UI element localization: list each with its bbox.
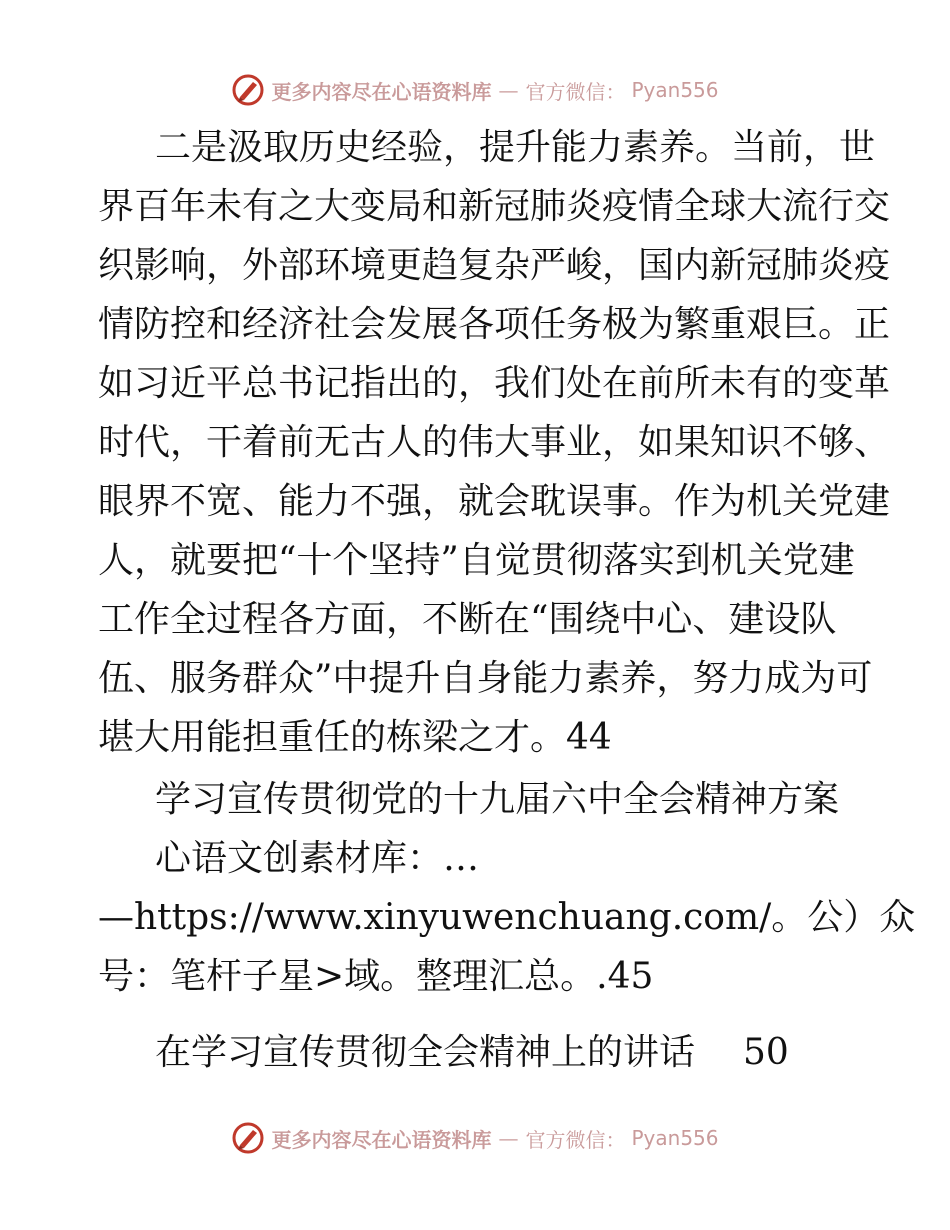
header-banner <box>0 70 950 110</box>
footer-banner <box>0 1118 950 1158</box>
body-line: 伍、服务群众”中提升自身能力素养，努力成为可 <box>98 658 873 699</box>
body-line: 如习近平总书记指出的，我们处在前所未有的变革 <box>98 363 891 404</box>
body-line: 眼界不宽、能力不强，就会耽误事。作为机关党建 <box>98 481 891 522</box>
toc-item-url <box>98 888 915 947</box>
body-line: 情防控和经济社会发展各项任务极为繁重艰巨。正 <box>98 304 891 345</box>
body-line: 二是汲取历史经验，提升能力素养。当前，世 <box>155 127 876 168</box>
toc-item-title: 在学习宣传贯彻全会精神上的讲话 <box>155 1032 696 1073</box>
body-line: 时代，干着前无古人的伟大事业，如果知识不够、 <box>98 422 891 463</box>
body-paragraph <box>98 118 890 767</box>
banner-account: Pyan556 <box>631 1126 719 1150</box>
banner-account: Pyan556 <box>631 78 719 102</box>
banner-subtitle: 官方微信： <box>525 79 626 104</box>
toc-item-account <box>98 947 653 1006</box>
banner-subtitle: 官方微信： <box>525 1127 626 1152</box>
body-line: 人，就要把“十个坚持”自觉贯彻落实到机关党建 <box>98 540 855 581</box>
toc-page-number: 50 <box>743 1032 789 1073</box>
brand-logo-icon <box>231 73 265 107</box>
body-line: 织影响，外部环境更趋复杂严峻，国内新冠肺炎疫 <box>98 245 891 286</box>
body-line: 界百年未有之大变局和新冠肺炎疫情全球大流行交 <box>98 186 891 227</box>
toc-item-title: 号：笔杆子星>域。整理汇总。.45 <box>98 956 654 997</box>
toc-item-title: 心语文创素材库：… <box>155 838 480 879</box>
toc-item-source <box>155 829 479 888</box>
banner-dash: — <box>498 78 519 102</box>
banner-title: 更多内容尽在心语资料库 <box>271 79 492 104</box>
toc-item-title: 学习宣传贯彻党的十九届六中全会精神方案 <box>155 779 840 820</box>
banner-title: 更多内容尽在心语资料库 <box>271 1127 492 1152</box>
body-line: 工作全过程各方面，不断在“围绕中心、建设队 <box>98 599 837 640</box>
body-line: 堪大用能担重任的栋梁之才。44 <box>98 717 612 758</box>
toc-item-plan <box>155 770 839 829</box>
banner-dash: — <box>498 1126 519 1150</box>
toc-item-speech <box>155 1023 789 1082</box>
toc-item-title: —https://www.xinyuwenchuang.com/。公）众 <box>98 897 916 938</box>
brand-logo-icon <box>231 1121 265 1155</box>
